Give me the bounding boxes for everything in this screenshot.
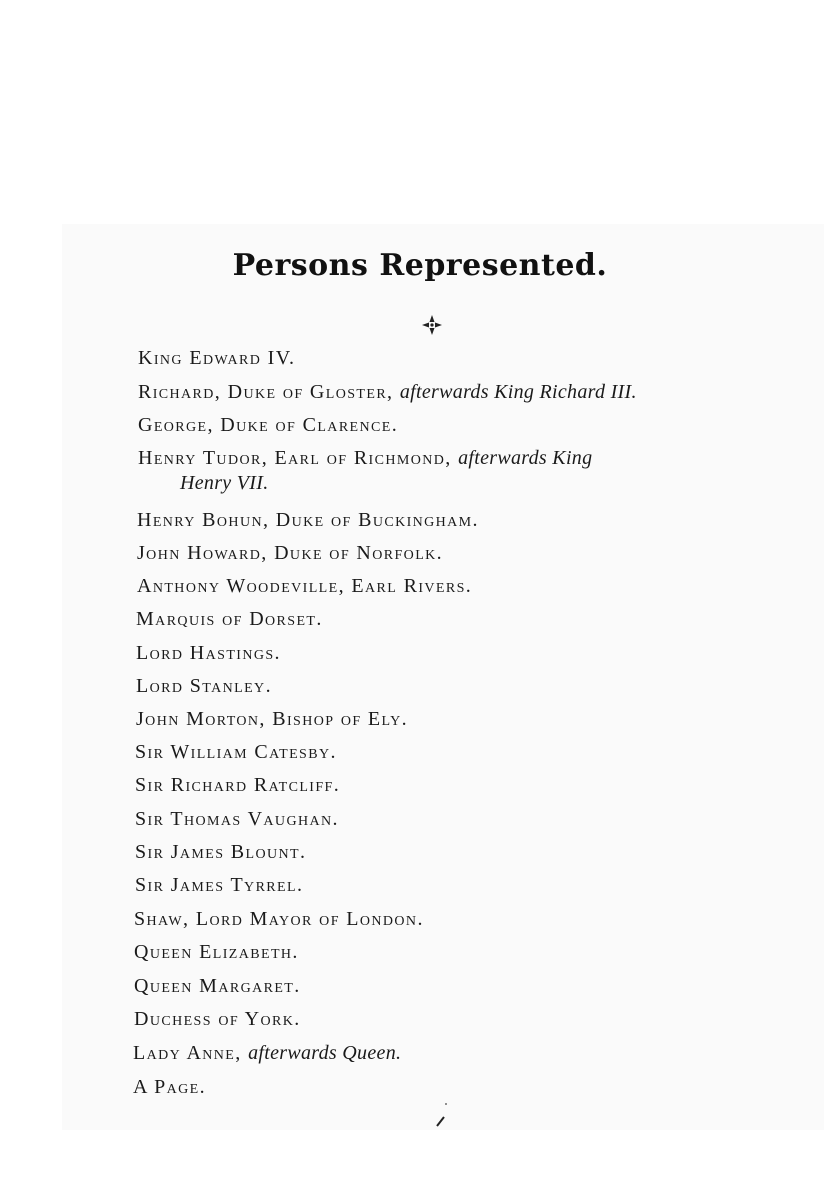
list-item: Anthony Woodeville, Earl Rivers.: [137, 575, 473, 597]
list-item: Duchess of York.: [134, 1008, 301, 1030]
list-item: King Edward IV.: [138, 347, 296, 369]
list-item: Henry Bohun, Duke of Buckingham.: [137, 509, 479, 531]
list-item: Lord Hastings.: [136, 642, 281, 664]
list-item: Sir Richard Ratcliff.: [135, 774, 341, 796]
list-item: A Page.: [133, 1076, 207, 1098]
ink-mark: [434, 1100, 448, 1130]
list-item: Sir James Tyrrel.: [135, 874, 304, 896]
list-item: Henry Tudor, Earl of Richmond, afterwards King: [138, 447, 593, 469]
list-item: John Howard, Duke of Norfolk.: [137, 542, 444, 564]
list-item: Lady Anne, afterwards Queen.: [133, 1042, 402, 1064]
list-item: Queen Elizabeth.: [134, 941, 299, 963]
list-item: Shaw, Lord Mayor of London.: [134, 908, 424, 930]
list-item: Queen Margaret.: [134, 975, 301, 997]
list-item: George, Duke of Clarence.: [138, 414, 399, 436]
list-item: Lord Stanley.: [136, 675, 272, 697]
list-item: Marquis of Dorset.: [136, 608, 323, 630]
list-item: John Morton, Bishop of Ely.: [136, 708, 408, 730]
list-item: Sir Thomas Vaughan.: [135, 808, 339, 830]
page-title: Persons Represented.: [232, 248, 608, 283]
list-item: Richard, Duke of Gloster, afterwards King Richard III.: [138, 381, 637, 403]
list-item-continuation: Henry VII.: [180, 472, 269, 494]
list-item: Sir James Blount.: [135, 841, 307, 863]
list-item: Sir William Catesby.: [135, 741, 337, 763]
